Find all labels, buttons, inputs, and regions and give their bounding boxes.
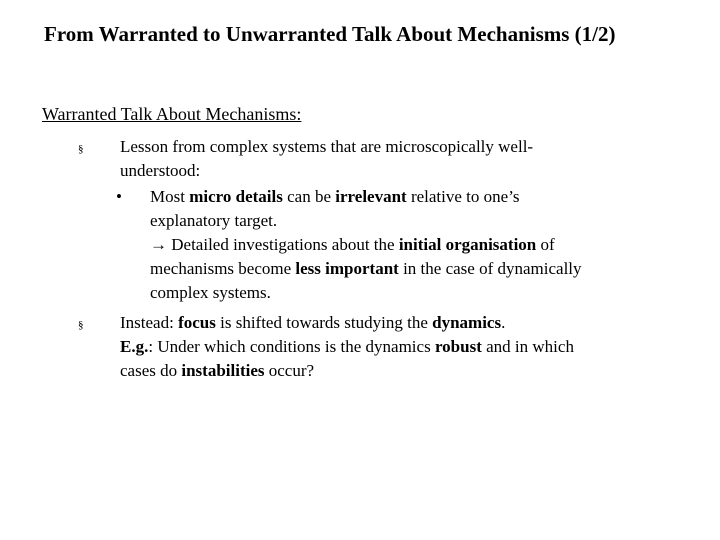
bullet-marker-1: §	[78, 143, 84, 155]
emphasis: focus	[178, 313, 216, 332]
emphasis: less important	[295, 259, 399, 278]
sub-line-5: complex systems.	[150, 283, 271, 302]
text-run: of	[536, 235, 555, 254]
bullet-2-text	[120, 311, 574, 383]
text-run: relative to one’s	[406, 187, 520, 206]
emphasis: instabilities	[181, 361, 265, 380]
emphasis: initial organisation	[398, 235, 537, 254]
text-run: : Under which conditions is the dynamics	[148, 337, 435, 356]
sub-line-4	[150, 257, 582, 281]
text-run: .	[501, 313, 506, 332]
text-run: occur?	[264, 361, 315, 380]
text-run: in the case of dynamically	[398, 259, 582, 278]
emphasis: irrelevant	[335, 187, 407, 206]
text-run: Instead:	[120, 313, 179, 332]
bullet-1-text	[120, 135, 533, 183]
bullet-2-line-3	[120, 359, 574, 383]
sub-bullet-marker: •	[116, 187, 122, 206]
emphasis: E.g.	[120, 337, 149, 356]
emphasis: dynamics	[432, 313, 502, 332]
bullet-1-line-2: understood:	[120, 161, 201, 180]
text-run: and in which	[481, 337, 574, 356]
sub-line-3	[150, 233, 582, 257]
text-run: can be	[282, 187, 336, 206]
bullet-1-line-1: Lesson from complex systems that are microscopically well-	[120, 137, 534, 156]
sub-line-1	[150, 185, 582, 209]
bullet-marker-2: §	[78, 319, 84, 331]
sub-bullet-text	[150, 185, 582, 305]
text-run: → Detailed investigations about the	[150, 235, 399, 254]
section-heading: Warranted Talk About Mechanisms:	[42, 104, 302, 124]
sub-line-2: explanatory target.	[150, 211, 278, 230]
text-run: is shifted towards studying the	[215, 313, 433, 332]
bullet-2-line-2	[120, 335, 574, 359]
emphasis: micro details	[189, 187, 283, 206]
bullet-2-line-1	[120, 311, 574, 335]
emphasis: robust	[434, 337, 482, 356]
slide-title: From Warranted to Unwarranted Talk About Mechanisms (1/2)	[44, 22, 616, 46]
text-run: mechanisms become	[150, 259, 296, 278]
text-run: cases do	[120, 361, 182, 380]
text-run: Most	[150, 187, 190, 206]
